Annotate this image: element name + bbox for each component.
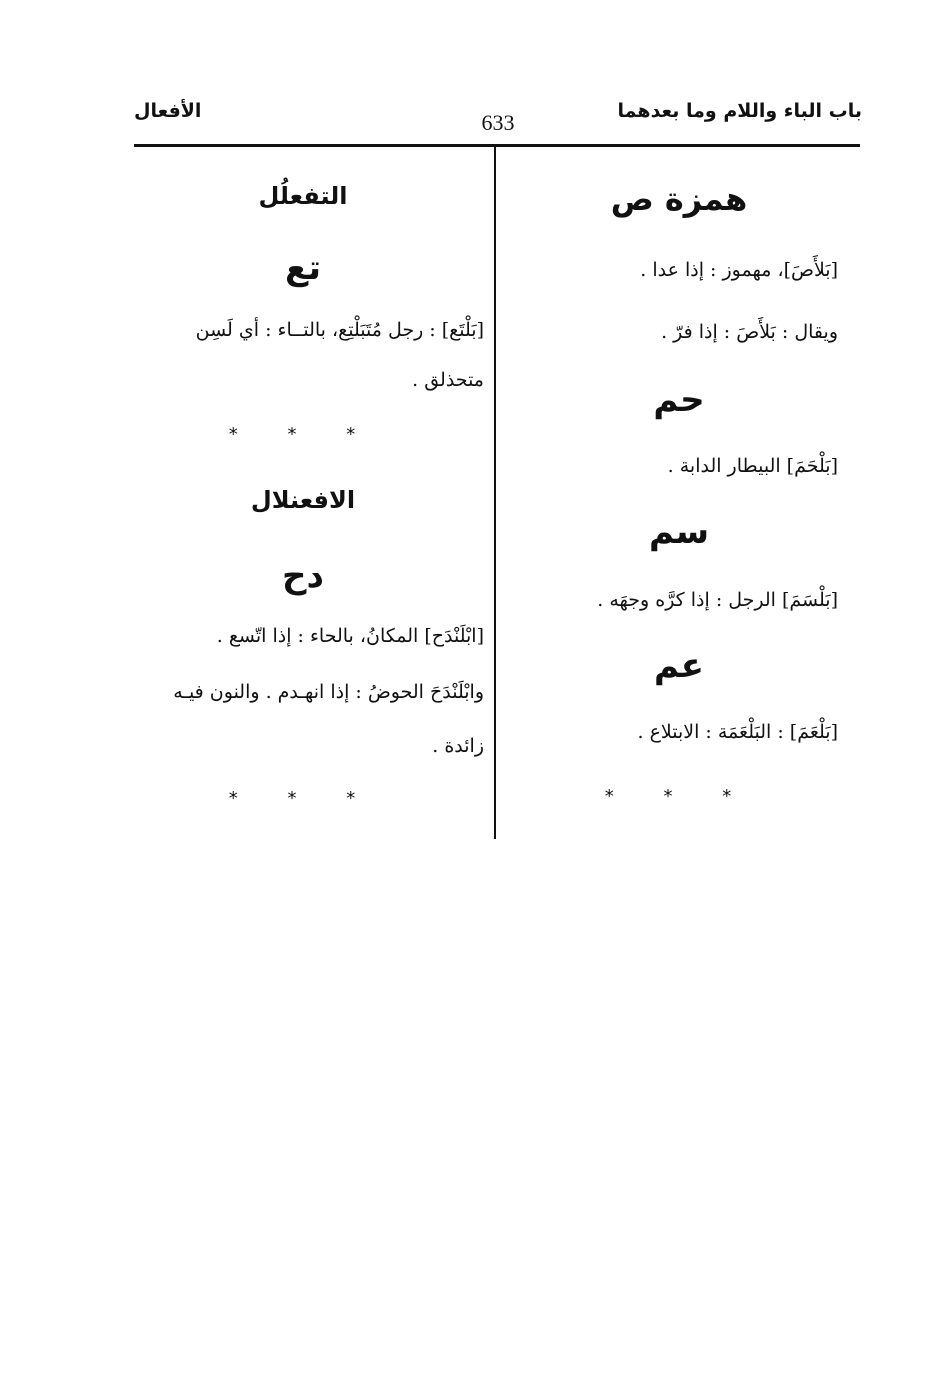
page-number: 633 xyxy=(481,110,515,135)
entry-iblandah-1: [ابْلَنْدَح] المكانُ، بالحاء : إذا اتّسع . xyxy=(216,625,484,647)
section-title-tafalul: التفعلُل xyxy=(258,182,348,210)
entry-balasa-1: [بَلأَصَ]، مهموز : إذا عدا . xyxy=(640,259,838,281)
root-heading-ham: حم xyxy=(653,380,705,420)
entry-balham: [بَلْحَمَ] البيطار الدابة . xyxy=(667,455,838,477)
section-separator-stars: * * * xyxy=(228,424,378,445)
header-rule xyxy=(134,144,860,147)
column-divider xyxy=(494,146,496,839)
entry-balam: [بَلْعَمَ] : البَلْعَمَة : الابتلاع . xyxy=(637,721,838,743)
root-heading-dah: دح xyxy=(282,556,324,596)
section-title-ifinlal: الافعنلال xyxy=(250,486,356,514)
entry-iblandah-2-line2: زائدة . xyxy=(432,735,484,757)
running-header-right: باب الباء واللام وما بعدهما xyxy=(617,100,862,122)
running-header-left: الأفعال xyxy=(134,100,202,122)
entry-baltaa-line2: متحذلق . xyxy=(412,369,484,391)
section-title-hamza-sad: همزة ص xyxy=(610,180,748,218)
section-separator-stars: * * * xyxy=(604,786,754,807)
root-heading-ta: تع xyxy=(285,248,321,288)
section-separator-stars: * * * xyxy=(228,788,378,809)
root-heading-sam: سم xyxy=(648,512,710,552)
entry-balsam: [بَلْسَمَ] الرجل : إذا كرَّه وجهَه . xyxy=(597,589,838,611)
entry-iblandah-2-line1: وابْلَنْدَحَ الحوضُ : إذا انهـدم . والنون فيـه xyxy=(173,681,484,703)
entry-balasa-2: ويقال : بَلأَصَ : إذا فرّ . xyxy=(661,321,838,343)
entry-baltaa-line1: [بَلْتَع] : رجل مُتَبَلْتِع، بالتــاء : أي لَسِن xyxy=(195,319,484,341)
root-heading-am: عم xyxy=(654,646,704,686)
